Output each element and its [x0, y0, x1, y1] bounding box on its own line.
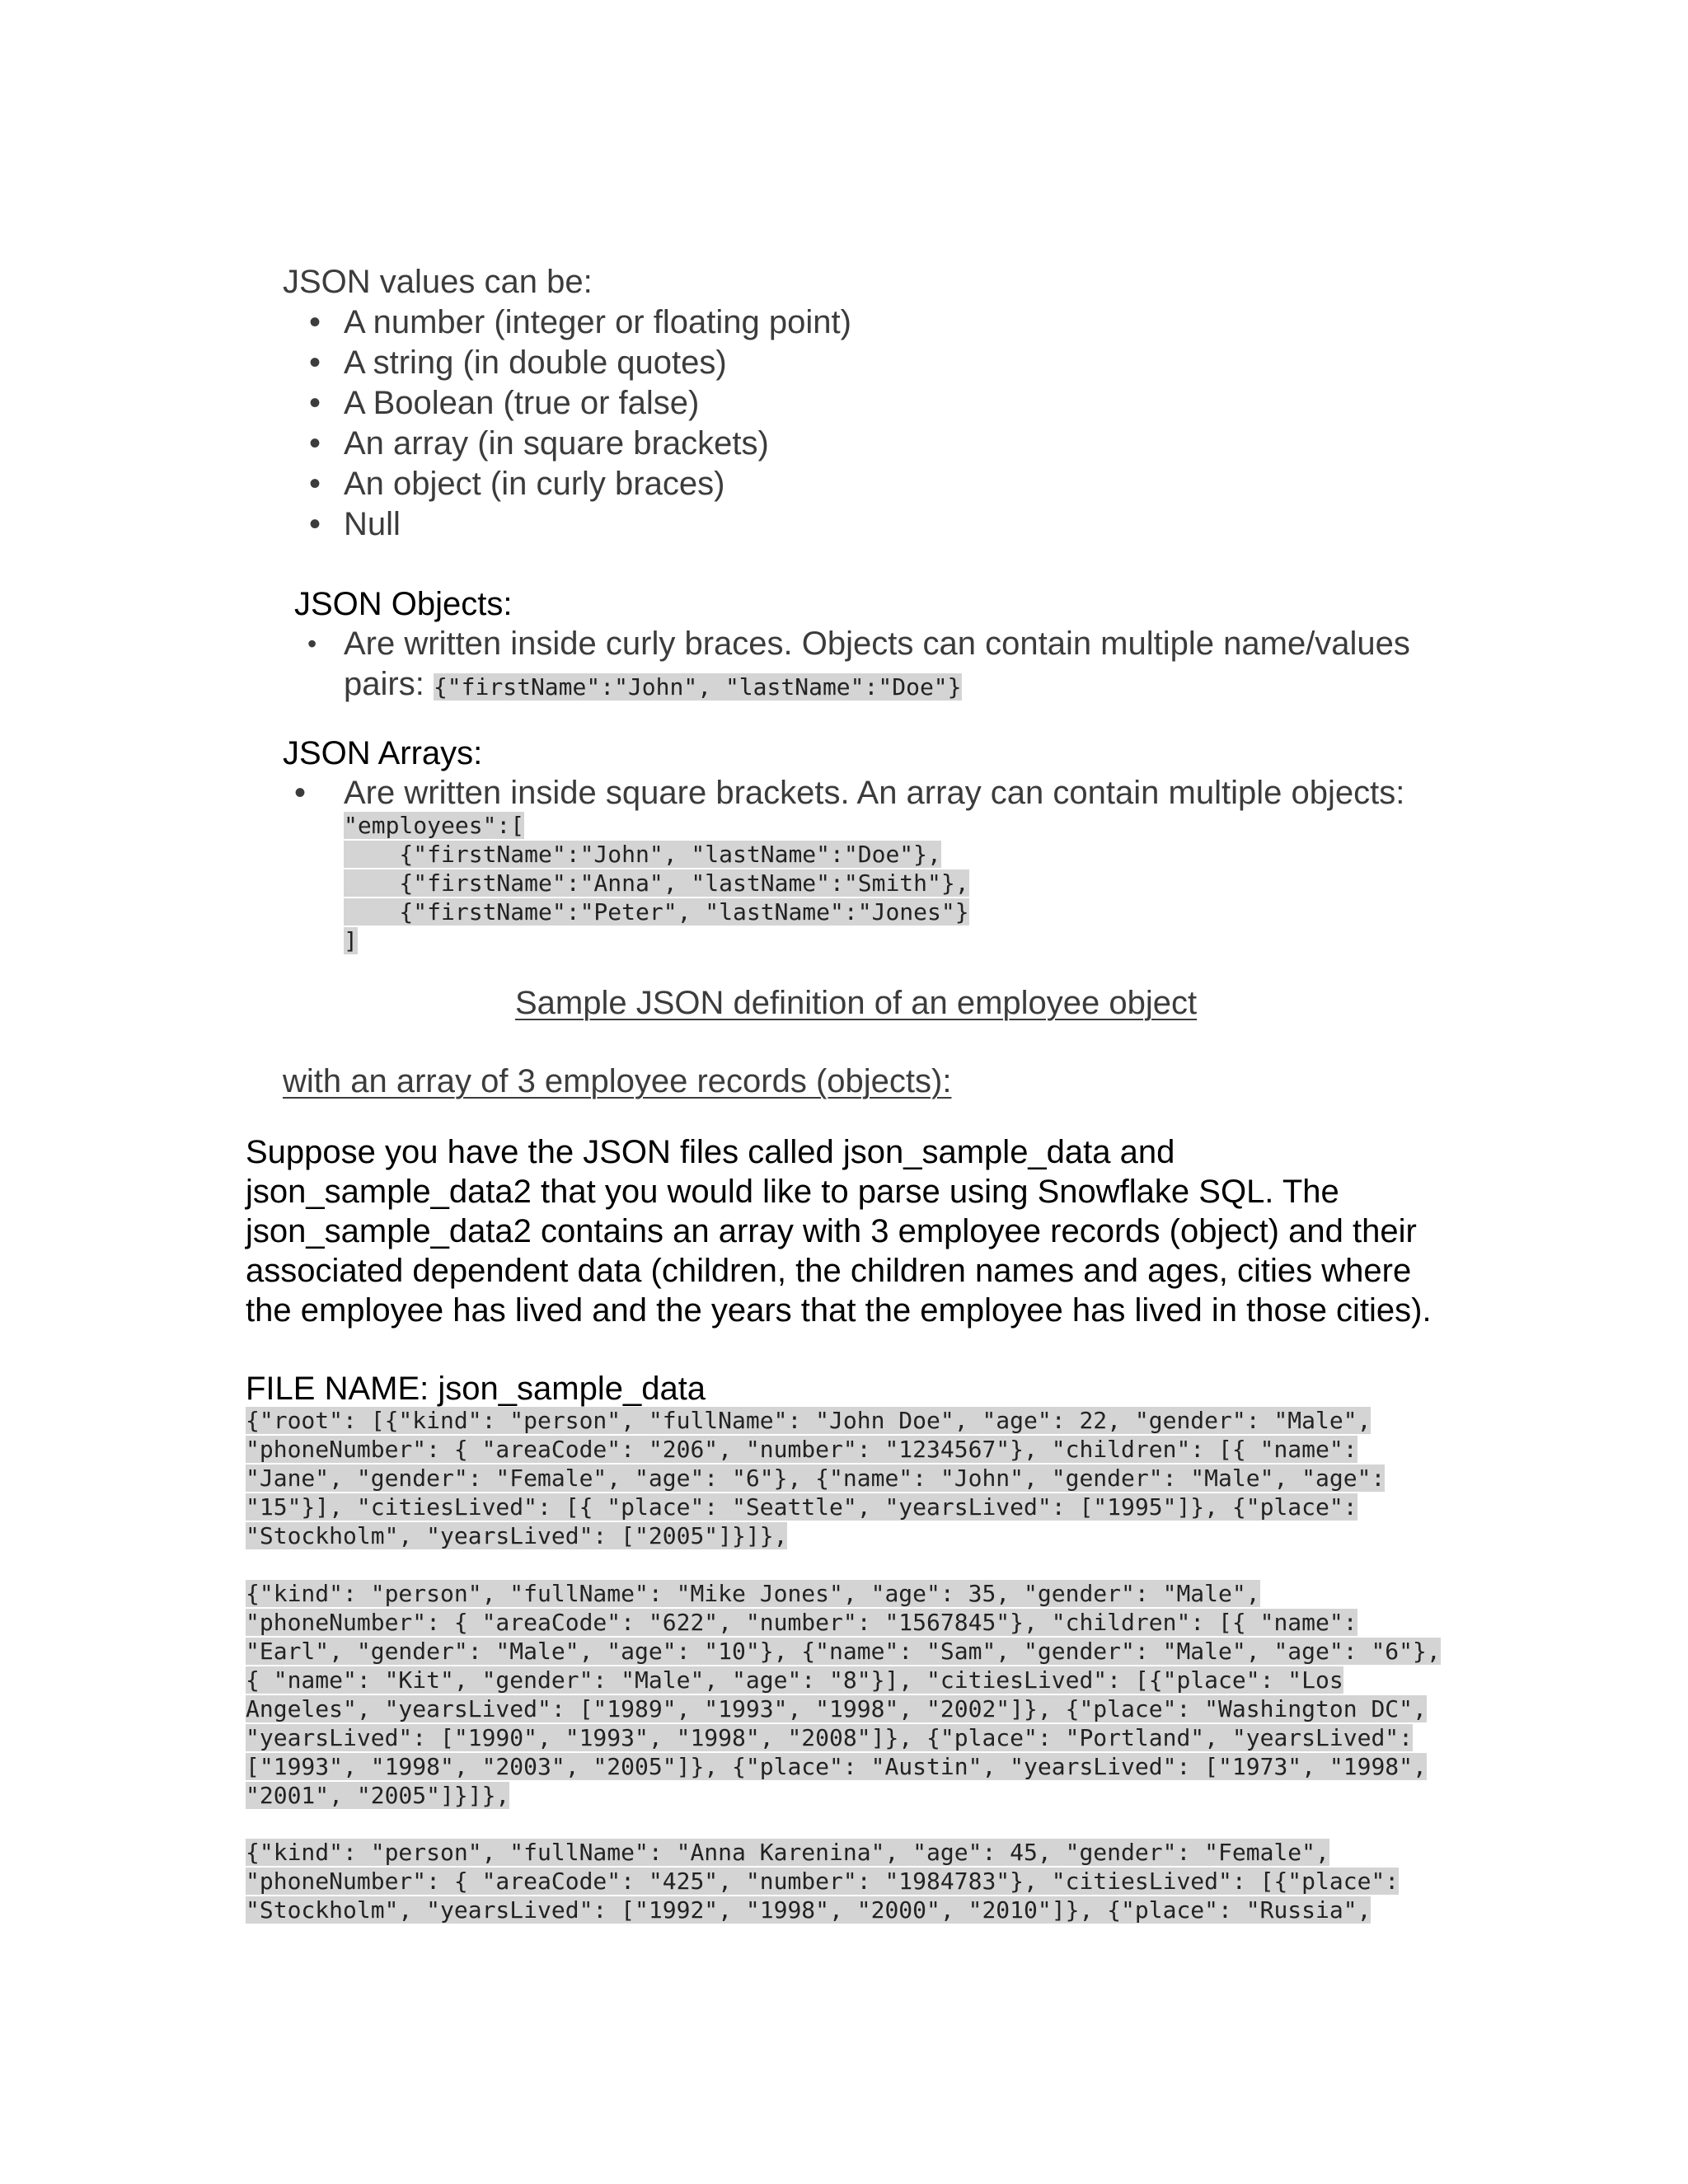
bullet-icon: •	[309, 304, 321, 340]
code-line: Angeles", "yearsLived": ["1989", "1993", "1998", "2002"]}, {"place": "Washington DC",	[246, 1695, 1427, 1722]
list-item-label: A string (in double quotes)	[344, 344, 727, 381]
list-item-label: Null	[344, 506, 401, 542]
paragraph-line: Suppose you have the JSON files called json_sample_data and	[246, 1134, 1175, 1170]
code-line: "2001", "2005"]}]},	[246, 1782, 510, 1809]
file-code-block-1	[246, 1406, 1385, 1550]
code-line: {"kind": "person", "fullName": "Anna Karenina", "age": 45, "gender": "Female",	[246, 1839, 1329, 1866]
objects-item-line1: Are written inside curly braces. Objects can contain multiple name/values	[344, 626, 1410, 662]
code-line: "employees":[	[344, 812, 525, 839]
bullet-icon: •	[294, 775, 307, 811]
objects-code-sample: {"firstName":"John", "lastName":"Doe"}	[433, 673, 962, 701]
list-item	[309, 383, 851, 424]
list-item	[309, 343, 851, 383]
bullet-icon: •	[309, 466, 321, 502]
file-code-block-2	[246, 1579, 1441, 1810]
list-item	[309, 302, 851, 343]
code-line: ["1993", "1998", "2003", "2005"]}, {"place": "Austin", "yearsLived": ["1973", "1998",	[246, 1753, 1427, 1780]
list-item	[309, 424, 851, 464]
paragraph-line: json_sample_data2 contains an array with 3 employee records (object) and their	[246, 1213, 1417, 1249]
list-item	[309, 464, 851, 504]
code-line: "Jane", "gender": "Female", "age": "6"}, {"name": "John", "gender": "Male", "age":	[246, 1465, 1386, 1492]
objects-item-line2	[344, 664, 1410, 707]
code-line: {"kind": "person", "fullName": "Mike Jones", "age": 35, "gender": "Male",	[246, 1580, 1260, 1607]
code-line: "Earl", "gender": "Male", "age": "10"}, {"name": "Sam", "gender": "Male", "age": "6"},	[246, 1638, 1441, 1665]
list-item-label: A Boolean (true or false)	[344, 385, 700, 421]
bullet-icon: •	[309, 425, 321, 462]
objects-heading: JSON Objects:	[294, 586, 513, 622]
code-line: ]	[344, 927, 358, 954]
code-line: "Stockholm", "yearsLived": ["2005"]}]},	[246, 1522, 788, 1549]
file-name-heading: FILE NAME: json_sample_data	[246, 1371, 706, 1407]
arrays-code-sample	[344, 811, 969, 955]
code-line: "phoneNumber": { "areaCode": "425", "number": "1984783"}, "citiesLived": [{"place":	[246, 1868, 1400, 1895]
sample-heading-line2: with an array of 3 employee records (objects):	[283, 1063, 952, 1099]
bullet-icon: •	[309, 506, 321, 542]
list-item-label: A number (integer or floating point)	[344, 304, 851, 340]
objects-item-prefix: pairs:	[344, 666, 434, 702]
arrays-item	[294, 773, 1405, 813]
paragraph-line: the employee has lived and the years that the employee has lived in those cities).	[246, 1292, 1432, 1329]
objects-item	[307, 624, 1410, 707]
list-item	[309, 504, 851, 545]
code-line: { "name": "Kit", "gender": "Male", "age": "8"}], "citiesLived": [{"place": "Los	[246, 1666, 1343, 1694]
code-line: "15"}], "citiesLived": [{ "place": "Seattle", "yearsLived": ["1995"]}, {"place":	[246, 1493, 1357, 1521]
bullet-icon: •	[309, 344, 321, 381]
sample-heading-line1: Sample JSON definition of an employee object	[515, 985, 1198, 1021]
arrays-heading: JSON Arrays:	[283, 735, 483, 771]
code-line: {"firstName":"Peter", "lastName":"Jones"}	[344, 898, 969, 926]
list-item-label: An array (in square brackets)	[344, 425, 769, 462]
paragraph-line: associated dependent data (children, the children names and ages, cities where	[246, 1253, 1412, 1289]
values-list	[309, 302, 851, 545]
description-paragraph	[246, 1132, 1432, 1330]
code-line: "phoneNumber": { "areaCode": "622", "number": "1567845"}, "children": [{ "name":	[246, 1609, 1357, 1636]
file-code-block-3	[246, 1838, 1399, 1924]
code-line: {"firstName":"Anna", "lastName":"Smith"},	[344, 869, 969, 897]
paragraph-line: json_sample_data2 that you would like to parse using Snowflake SQL. The	[246, 1174, 1339, 1210]
arrays-item-label: Are written inside square brackets. An array can contain multiple objects:	[344, 775, 1405, 811]
code-line: "phoneNumber": { "areaCode": "206", "number": "1234567"}, "children": [{ "name":	[246, 1436, 1357, 1463]
values-heading: JSON values can be:	[283, 264, 593, 300]
list-item-label: An object (in curly braces)	[344, 466, 725, 502]
code-line: "yearsLived": ["1990", "1993", "1998", "2008"]}, {"place": "Portland", "yearsLived":	[246, 1724, 1414, 1751]
code-line: {"firstName":"John", "lastName":"Doe"},	[344, 841, 941, 868]
bullet-icon: •	[309, 385, 321, 421]
code-line: "Stockholm", "yearsLived": ["1992", "1998", "2000", "2010"]}, {"place": "Russia",	[246, 1896, 1372, 1924]
bullet-icon: •	[307, 629, 317, 658]
code-line: {"root": [{"kind": "person", "fullName": "John Doe", "age": 22, "gender": "Male",	[246, 1407, 1372, 1434]
